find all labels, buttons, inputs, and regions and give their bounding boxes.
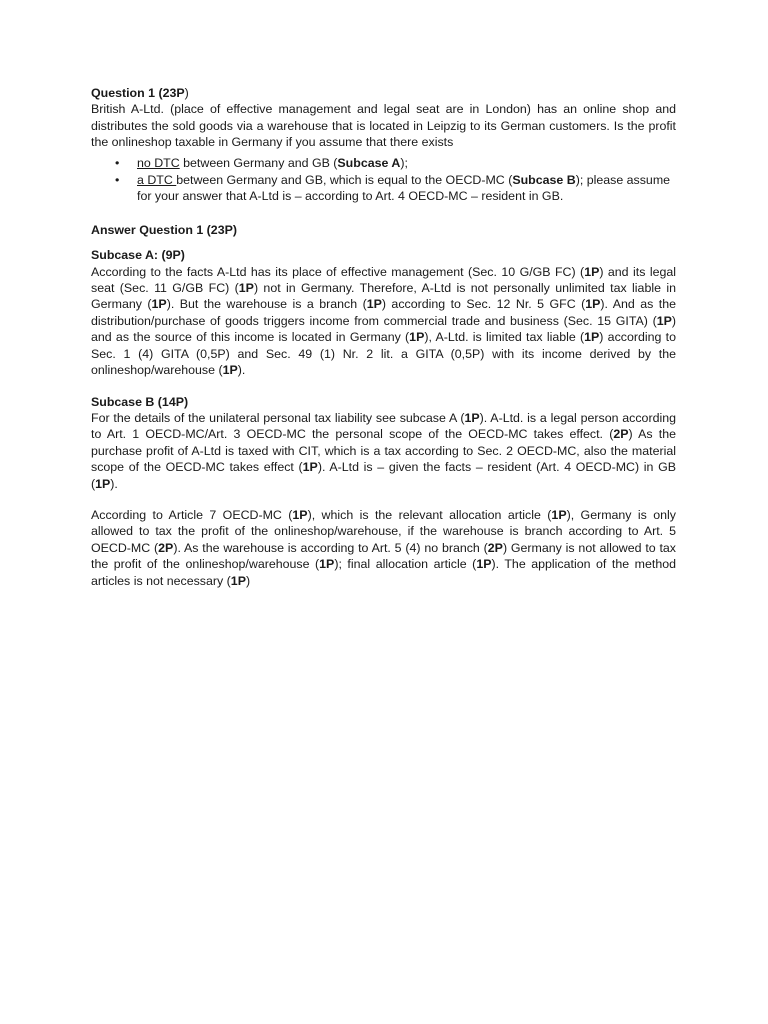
- bullet-text: ); please assume for your answer that A-Ltd is – according to Art. 4 OECD-MC – resident in GB.: [137, 173, 671, 204]
- points-value: 1P: [95, 476, 111, 491]
- text-run: According to Article 7 OECD-MC (: [91, 507, 293, 522]
- text-run: According to the facts A-Ltd has its place of effective management (Sec. 10 G/GB FC) (: [91, 264, 585, 279]
- bullet-bold: Subcase A: [337, 155, 401, 170]
- points-value: 1P: [584, 264, 600, 279]
- points-value: 2P: [613, 427, 629, 442]
- text-run: ) Germany is not allowed to tax the profit of the onlineshop/warehouse (: [91, 540, 676, 572]
- question-title-points: 23P: [162, 86, 185, 100]
- subcase-list: [91, 155, 676, 205]
- subcase-b-paragraph-2: [91, 507, 676, 589]
- points-value: 1P: [656, 313, 672, 328]
- text-run: ), Germany is only allowed to tax the profit of the onlineshop/warehouse, if the warehouse is branch according to Art. 5 OECD-MC (: [91, 507, 676, 555]
- text-run: ).: [110, 476, 118, 491]
- text-run: ), which is the relevant allocation article (: [307, 507, 552, 522]
- points-value: 1P: [366, 297, 382, 312]
- text-run: ). A-Ltd. is a legal person according to Art. 1 OECD-MC/Art. 3 OECD-MC the personal scope of the OECD-MC takes effect. (: [91, 410, 676, 442]
- points-value: 1P: [230, 573, 246, 588]
- text-run: ) according to Sec. 1 (4) GITA (0,5P) and Sec. 49 (1) Nr. 2 lit. a GITA (0,5P) with its income derived by the onlineshop/warehouse (: [91, 330, 676, 378]
- bullet-subcase-a: [91, 155, 676, 171]
- bullet-underlined: no DTC: [137, 155, 180, 170]
- points-value: 1P: [292, 507, 308, 522]
- text-run: ) As the purchase profit of A-Ltd is taxed with CIT, which is a tax according to Sec. 2 OECD-MC, also the material scope of the OECD-MC takes effect (: [91, 427, 676, 475]
- text-run: ). And as the distribution/purchase of goods triggers income from commercial trade and business (Sec. 15 GITA) (: [91, 297, 676, 328]
- bullet-bold: Subcase B: [512, 173, 576, 188]
- bullet-text: );: [400, 155, 408, 170]
- subcase-b-title: Subcase B (14P): [91, 394, 189, 409]
- text-run: ), A-Ltd. is limited tax liable (: [424, 330, 585, 345]
- text-run: ). But the warehouse is a branch (: [166, 297, 367, 312]
- question-title-suffix: ): [184, 86, 189, 100]
- points-value: 1P: [319, 557, 335, 572]
- answer-title: Answer Question 1 (23P): [91, 222, 237, 237]
- points-value: 1P: [464, 410, 480, 425]
- points-value: 1P: [551, 507, 567, 522]
- points-value: 1P: [222, 363, 238, 378]
- points-value: 1P: [151, 297, 167, 312]
- text-run: ). The application of the method articles is not necessary (: [91, 557, 676, 588]
- text-run: ). As the warehouse is according to Art. 5 (4) no branch (: [173, 540, 488, 555]
- text-run: ) not in Germany. Therefore, A-Ltd is not personally unlimited tax liable in Germany (: [91, 281, 676, 312]
- subcase-b-paragraph-1: [91, 410, 676, 492]
- points-value: 1P: [409, 330, 425, 345]
- points-value: 1P: [302, 460, 318, 475]
- text-run: ) and as the source of this income is located in Germany (: [91, 313, 676, 345]
- points-value: 1P: [585, 297, 601, 312]
- text-run: ).: [237, 363, 246, 378]
- text-run: ). A-Ltd is – given the facts – resident (Art. 4 OECD-MC) in GB (: [91, 460, 676, 491]
- subcase-a-text: [91, 264, 676, 379]
- bullet-subcase-b: [91, 172, 676, 205]
- text-run: ): [245, 573, 251, 588]
- bullet-dot-icon: •: [115, 155, 120, 170]
- question-intro: British A-Ltd. (place of effective management and legal seat are in London) has an online shop and distributes the sold goods via a warehouse that is located in Leipzig to its German customers. Is the profit the onlineshop taxable in Germany if you assume that there exists: [91, 102, 676, 150]
- points-value: 1P: [238, 281, 254, 296]
- document-page: [91, 85, 676, 589]
- text-run: For the details of the unilateral personal tax liability see subcase A (: [91, 410, 465, 425]
- points-value: 1P: [476, 557, 492, 572]
- bullet-underlined: a DTC: [137, 173, 177, 188]
- points-value: 2P: [487, 540, 503, 555]
- question-title: [91, 85, 676, 101]
- bullet-text: between Germany and GB (: [179, 155, 338, 170]
- subcase-a-title: Subcase A: (9P): [91, 248, 185, 263]
- points-value: 2P: [158, 540, 174, 555]
- text-run: ) and its legal seat (Sec. 11 G/GB FC) (: [91, 264, 676, 296]
- bullet-dot-icon: •: [115, 173, 120, 188]
- question-title-prefix: Question 1 (: [91, 86, 163, 100]
- bullet-text: between Germany and GB, which is equal to the OECD-MC (: [176, 173, 513, 188]
- text-run: ); final allocation article (: [334, 557, 477, 572]
- text-run: ) according to Sec. 12 Nr. 5 GFC (: [381, 297, 586, 312]
- points-value: 1P: [584, 330, 600, 345]
